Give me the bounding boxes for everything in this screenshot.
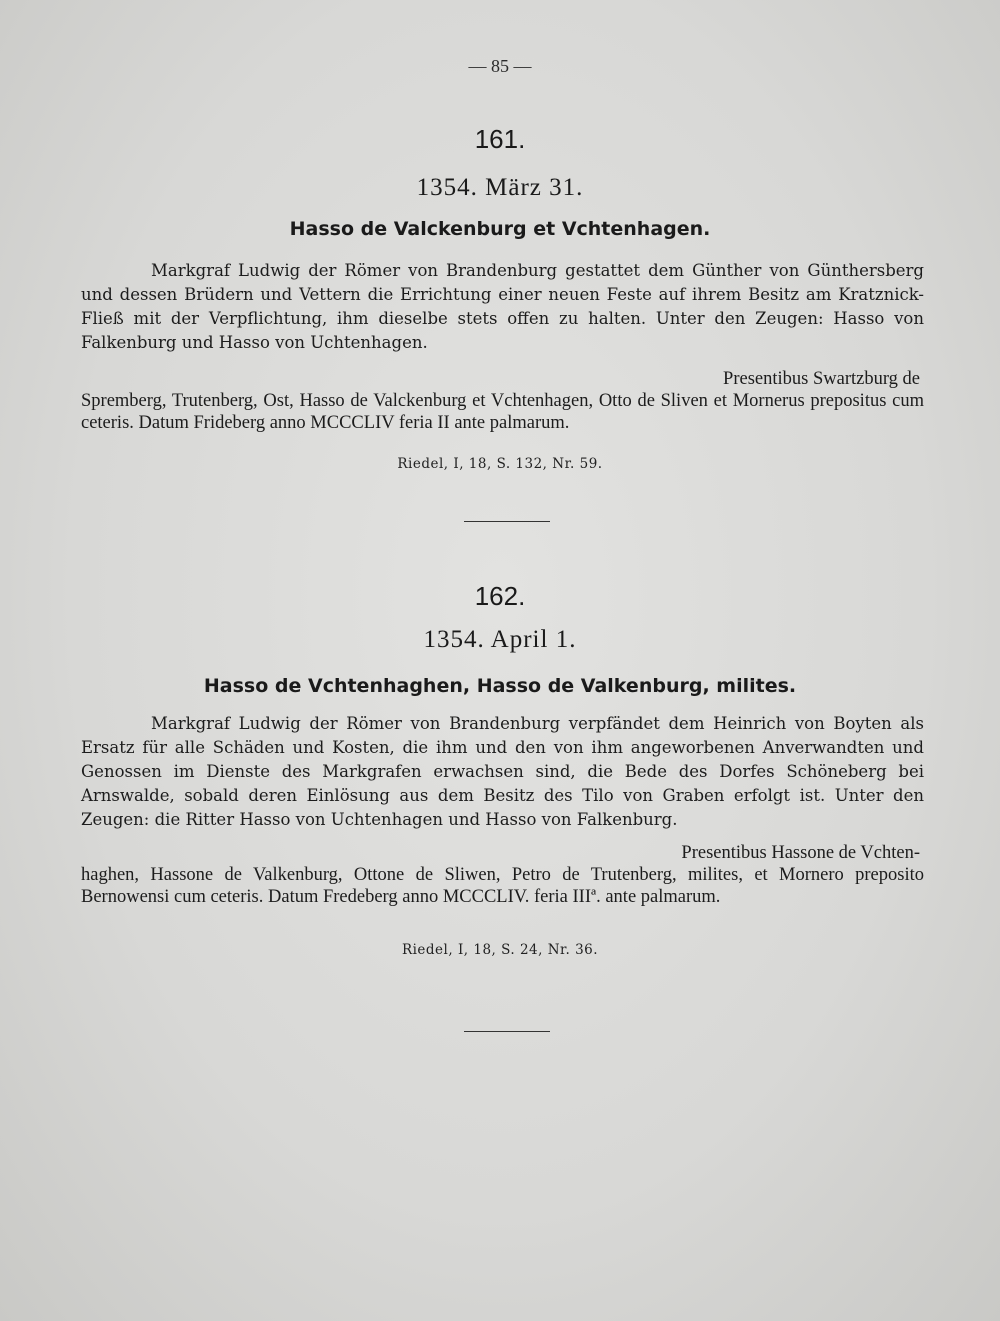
- document-summary: Markgraf Ludwig der Römer von Brandenburg verpfändet dem Heinrich von Boyten als Ersatz für alle Schäden und Kosten, die ihm und den von ihm angeworbenen Anverwandten und Genossen im Dienste des Markgrafen erwachsen sind, die Bede des Dorfes Schöneberg bei Arnswalde, sobald deren Einlösung aus dem Besitz des Tilo von Graben erfolgt ist. Unter den Zeugen: die Ritter Hasso von Uchtenhagen und Hasso von Falkenburg.: [81, 714, 924, 829]
- document-summary: Markgraf Ludwig der Römer von Brandenburg gestattet dem Günther von Günthersberg und dessen Brüdern und Vettern die Errichtung einer neuen Feste auf ihrem Besitz am Kratznick-Fließ mit der Verpflichtung, ihm dieselbe stets offen zu halten. Unter den Zeugen: Hasso von Falkenburg und Hasso von Uchtenhagen.: [81, 261, 924, 352]
- latin-text-body: Spremberg, Trutenberg, Ost, Hasso de Valckenburg et Vchtenhagen, Otto de Sliven et Mornerus prepositus cum ceteris. Datum Frideberg anno MCCCLIV feria II ante palmarum.: [81, 391, 924, 433]
- latin-text: [81, 368, 924, 434]
- latin-text-lead: Presentibus Hassone de Vchten-: [681, 843, 920, 863]
- latin-text-lead: Presentibus Swartzburg de: [723, 369, 920, 389]
- document-heading: Hasso de Valckenburg et Vchtenhagen.: [289, 218, 711, 240]
- source-citation: Riedel, I, 18, S. 132, Nr. 59.: [397, 456, 603, 472]
- section-divider: [464, 521, 550, 522]
- document-number: 161.: [474, 124, 526, 154]
- document-date: 1354. April 1.: [423, 626, 577, 653]
- section-divider: [464, 1031, 550, 1032]
- document-number: 162.: [474, 581, 526, 611]
- document-heading: Hasso de Vchtenhaghen, Hasso de Valkenburg, milites.: [203, 675, 797, 697]
- document-date: 1354. März 31.: [416, 174, 584, 201]
- source-citation: Riedel, I, 18, S. 24, Nr. 36.: [401, 942, 599, 958]
- page-number: — 85 —: [468, 56, 532, 76]
- latin-text: [81, 842, 924, 908]
- latin-text-body: haghen, Hassone de Valkenburg, Ottone de Sliwen, Petro de Trutenberg, milites, et Mornero preposito Bernowensi cum ceteris. Datum Fredeberg anno MCCCLIV. feria IIIª. ante palmarum.: [81, 865, 924, 907]
